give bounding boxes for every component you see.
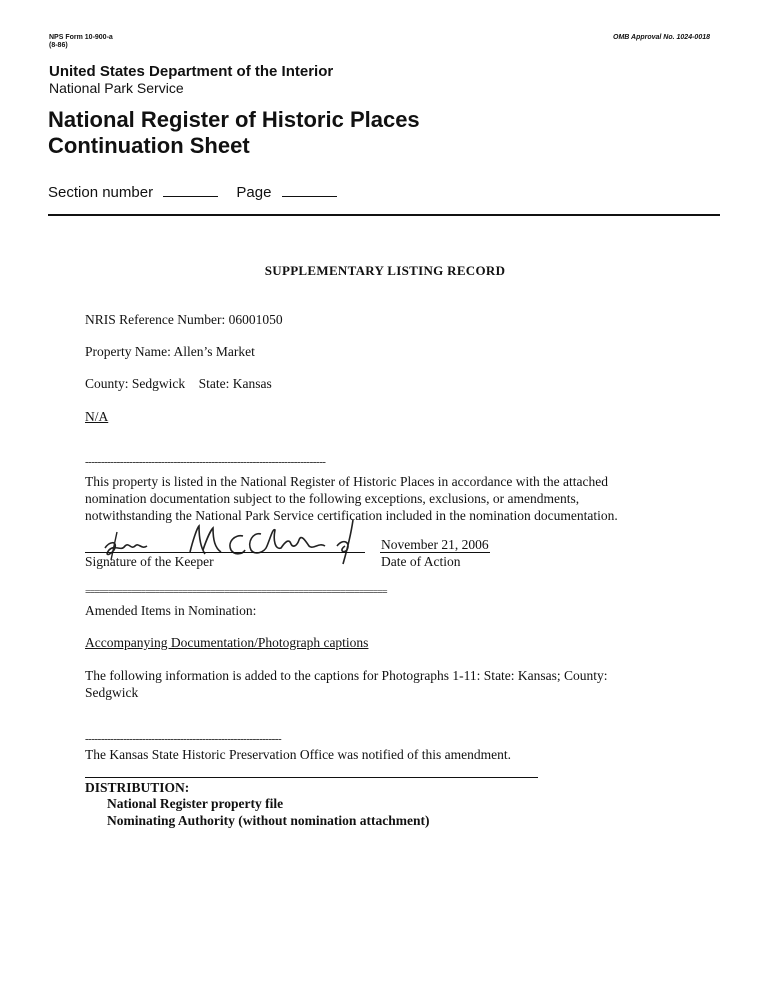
- title-line-1: National Register of Historic Places: [48, 107, 420, 132]
- date-of-action-value: November 21, 2006: [381, 537, 489, 552]
- document-title: [48, 107, 420, 159]
- distribution-item-1: National Register property file: [107, 796, 284, 811]
- caption-note: [85, 667, 645, 701]
- keeper-signature: [95, 520, 375, 580]
- form-date-text: (8-86): [49, 42, 68, 49]
- statement-line-3: notwithstanding the National Park Service certification included in the nomination documentation.: [85, 508, 618, 523]
- section-number-blank: [163, 196, 218, 197]
- department-name: United States Department of the Interior: [49, 63, 334, 80]
- amended-items-label: Amended Items in Nomination:: [85, 603, 257, 618]
- section-page-row: [48, 184, 337, 201]
- page-label: Page: [236, 184, 272, 201]
- county-state: County: Sedgwick State: Kansas: [85, 376, 272, 391]
- section-number-label: Section number: [48, 184, 154, 201]
- distribution-label: DISTRIBUTION:: [85, 780, 190, 795]
- agency-name: National Park Service: [49, 80, 184, 96]
- separator-dashes-2: --------------------------------------------------------------: [85, 733, 282, 745]
- caption-line-1: The following information is added to the captions for Photographs 1-11: State: Kansas; County:: [85, 668, 608, 683]
- distribution-item-2: Nominating Authority (without nomination attachment): [107, 813, 430, 828]
- separator-dashes: ----------------------------------------------------------------------------: [85, 456, 326, 468]
- header-divider: [48, 214, 720, 216]
- form-number-text: NPS Form 10-900-a: [49, 34, 113, 41]
- form-number: [49, 34, 113, 50]
- property-name: Property Name: Allen’s Market: [85, 344, 255, 359]
- date-line: [380, 552, 490, 553]
- na-label: N/A: [85, 409, 109, 424]
- title-line-2: Continuation Sheet: [48, 133, 250, 158]
- record-heading: SUPPLEMENTARY LISTING RECORD: [264, 263, 506, 278]
- nris-reference: NRIS Reference Number: 06001050: [85, 312, 283, 327]
- signature-label: Signature of the Keeper: [85, 554, 214, 569]
- caption-line-2: Sedgwick: [85, 685, 139, 700]
- signature-line: [85, 552, 365, 553]
- date-of-action-label: Date of Action: [381, 554, 461, 569]
- amended-item: Accompanying Documentation/Photograph captions: [85, 635, 369, 650]
- statement-line-2: nomination documentation subject to the following exceptions, exclusions, or amendments,: [85, 491, 580, 506]
- separator-equals: =================================================================: [85, 587, 387, 598]
- page-number-blank: [282, 196, 337, 197]
- omb-approval: OMB Approval No. 1024-0018: [613, 34, 710, 41]
- listing-statement: [85, 473, 645, 524]
- shpo-notified: The Kansas State Historic Preservation Office was notified of this amendment.: [85, 747, 512, 762]
- distribution-divider: [85, 777, 538, 778]
- statement-line-1: This property is listed in the National Register of Historic Places in accordance with the attached: [85, 474, 608, 489]
